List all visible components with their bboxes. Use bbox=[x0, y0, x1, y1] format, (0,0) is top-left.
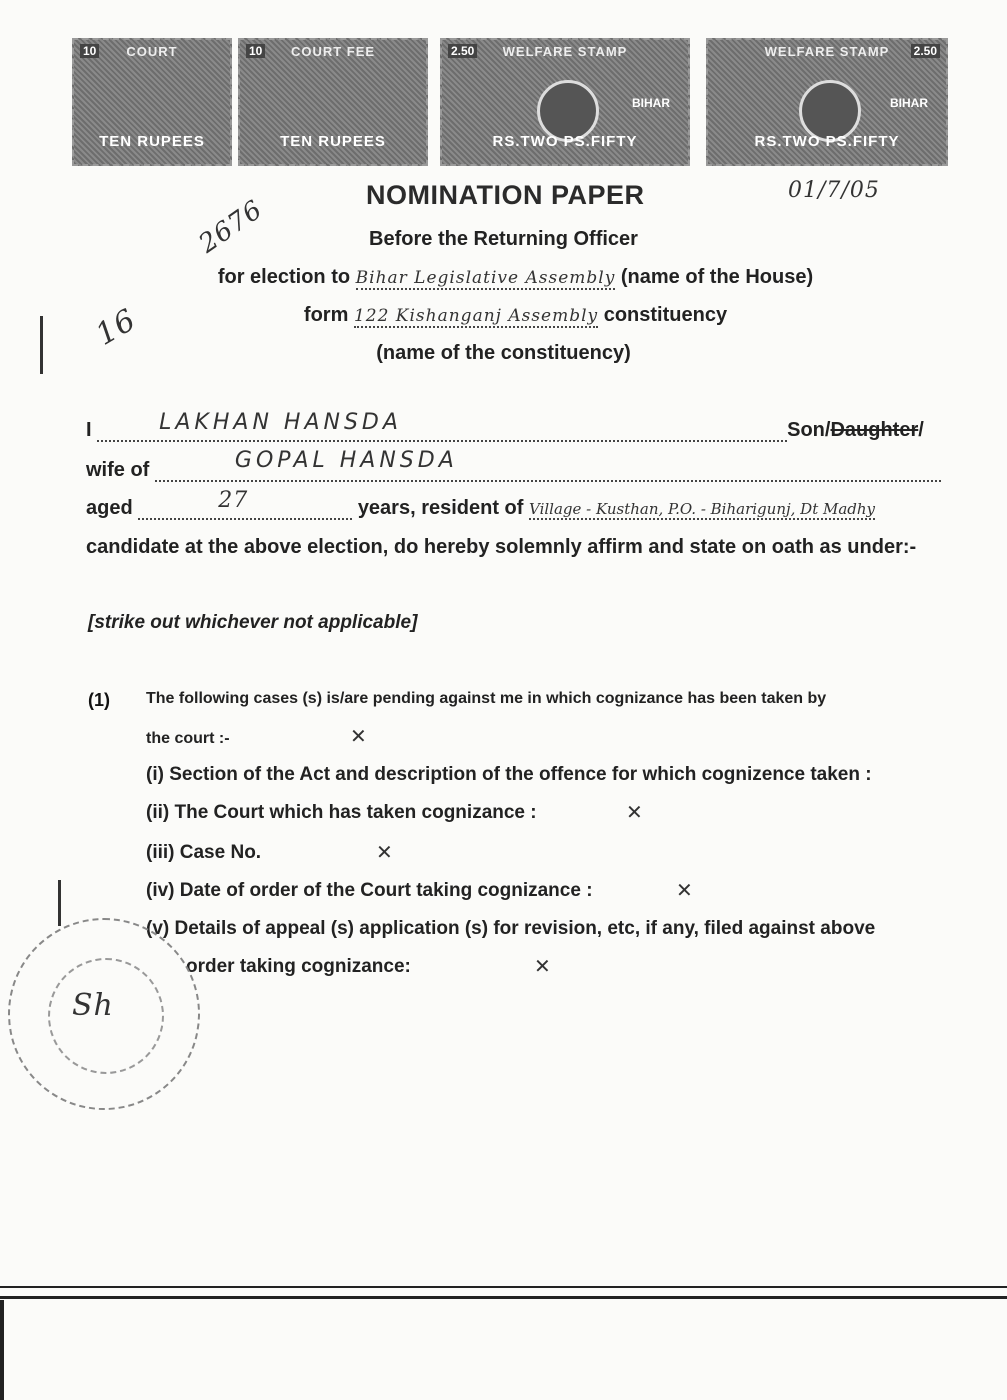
cross-mark-icon: ✕ bbox=[676, 878, 693, 902]
house-name-field: Bihar Legislative Assembly bbox=[355, 268, 616, 288]
address-field: Village - Kusthan, P.O. - Biharigunj, Dt Madhy bbox=[529, 500, 876, 518]
document-title: NOMINATION PAPER bbox=[366, 180, 645, 210]
item-text-line2: the court :- bbox=[146, 730, 230, 747]
court-fee-stamp-2: 10 COURT FEE TEN RUPEES bbox=[238, 38, 428, 166]
constituency-caption: (name of the constituency) bbox=[376, 342, 631, 364]
handwritten-number: 2676 bbox=[193, 194, 269, 260]
welfare-stamp-1: 2.50 WELFARE STAMP BIHAR RS.TWO PS.FIFTY bbox=[440, 38, 690, 166]
cross-mark-icon: ✕ bbox=[534, 954, 551, 978]
age-field: 27 bbox=[138, 496, 352, 520]
oath-line: candidate at the above election, do hereby solemnly affirm and state on oath as under:- bbox=[86, 536, 917, 558]
subitem-iii: (iii) Case No. bbox=[146, 842, 262, 863]
cross-mark-icon: ✕ bbox=[376, 840, 393, 864]
parent-name-field: GOPAL HANSDA bbox=[155, 458, 941, 482]
court-fee-stamp-1: 10 COURT TEN RUPEES bbox=[72, 38, 232, 166]
item-text-line1: The following cases (s) is/are pending against me in which cognizance has been taken by bbox=[146, 690, 827, 707]
footer-rule bbox=[0, 1296, 1007, 1299]
footer-rule bbox=[0, 1286, 1007, 1288]
margin-number: 16 bbox=[89, 302, 143, 353]
subitem-iv: (iv) Date of order of the Court taking cognizance : bbox=[146, 880, 593, 901]
cross-mark-icon: ✕ bbox=[626, 800, 643, 824]
seal-signature: Sh bbox=[72, 988, 114, 1023]
returning-officer-line: Before the Returning Officer bbox=[369, 228, 638, 250]
subitem-v-continued: order taking cognizance: bbox=[186, 956, 411, 977]
candidate-name-field: LAKHAN HANSDA bbox=[97, 418, 787, 442]
constituency-field: 122 Kishanganj Assembly bbox=[353, 306, 599, 326]
handwritten-date: 01/7/05 bbox=[788, 178, 880, 203]
welfare-stamp-2: 2.50 WELFARE STAMP BIHAR RS.TWO PS.FIFTY bbox=[706, 38, 948, 166]
subitem-v: (v) Details of appeal (s) application (s) for revision, etc, if any, filed against above bbox=[146, 918, 876, 939]
subitem-ii: (ii) The Court which has taken cognizance : bbox=[146, 802, 537, 823]
age-address-line: aged 27 years, resident of Village - Kusthan, P.O. - Biharigunj, Dt Madhy bbox=[86, 488, 876, 519]
election-line: for election to Bihar Legislative Assembly (name of the House) bbox=[217, 266, 814, 288]
page-edge bbox=[0, 1300, 4, 1400]
subitem-i: (i) Section of the Act and description of the offence for which cognizence taken : bbox=[146, 764, 872, 785]
item-number: (1) bbox=[88, 690, 110, 710]
candidate-line: I LAKHAN HANSDA Son/Daughter/ bbox=[86, 410, 924, 441]
margin-mark bbox=[58, 880, 61, 926]
parent-line: wife of GOPAL HANSDA bbox=[86, 458, 941, 482]
official-seal bbox=[8, 918, 200, 1110]
cross-mark-icon: ✕ bbox=[350, 724, 367, 748]
constituency-line: form 122 Kishanganj Assembly constituency bbox=[303, 304, 728, 326]
strike-instruction: [strike out whichever not applicable] bbox=[88, 612, 418, 633]
